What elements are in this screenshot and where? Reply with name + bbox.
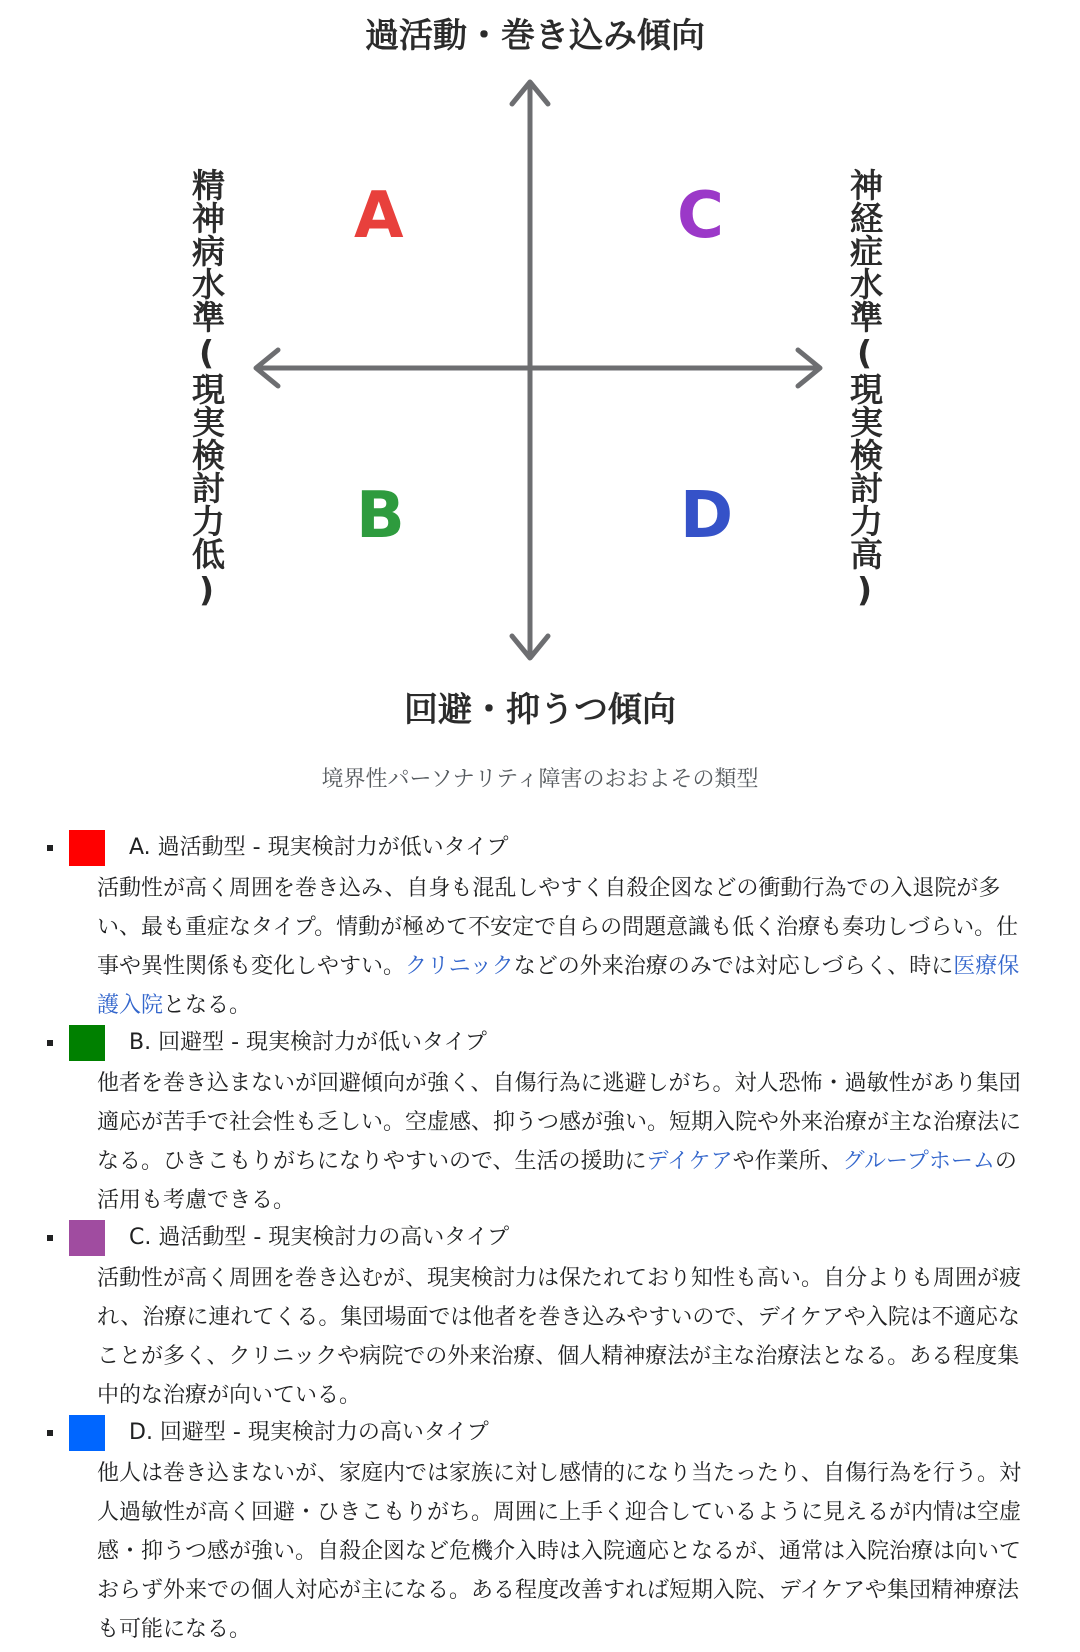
list-item [0,1220,1080,1415]
inline-link[interactable]: グループホーム [842,1149,995,1174]
desc-text: となる。 [163,993,252,1018]
quadrant-diagram [0,0,1080,740]
desc-text: 他人は巻き込まないが、家庭内では家族に対し感情的になり当たったり、自傷行為を行う。対人過敏性が高く回避・ひきこもりがち。周囲に上手く迎合しているように見えるが内情は空虚感・抑うつ感が強い。自殺企図など危機介入時は入院適応となるが、通常は入院治療は向いておらず外来での個人対応が主になる。ある程度改善すれば短期入院、デイケアや集団精神療法も可能になる。 [97,1461,1022,1642]
quadrant-letter-b: B [356,479,405,553]
desc-text: の活用も考慮できる。 [97,1149,1017,1213]
bullet-icon [47,845,53,851]
quadrant-letter-c: C [677,179,724,253]
desc-text: 活動性が高く周囲を巻き込むが、現実検討力は保たれており知性も高い。自分よりも周囲が疲れ、治療に連れてくる。集団場面では他者を巻き込みやすいので、デイケアや入院は不適応なことが多く、クリニックや病院での外来治療、個人精神療法が主な治療法となる。ある程度集中的な治療が向いている。 [97,1266,1022,1408]
desc-text: 他者を巻き込まないが回避傾向が強く、自傷行為に逃避しがち。対人恐怖・過敏性があり集団適応が苦手で社会性も乏しい。空虚感、抑うつ感が強い。短期入院や外来治療が主な治療法になる。ひきこもりがちになりやすいので、生活の援助に [97,1071,1022,1174]
figure-caption: 境界性パーソナリティ障害のおおよその類型 [321,767,759,792]
axis-label-top: 過活動・巻き込み傾向 [365,16,705,56]
bullet-icon [47,1040,53,1046]
type-title: B. 回避型 - 現実検討力が低いタイプ [129,1030,487,1055]
color-swatch [69,1220,105,1256]
axis-label-right: 神経症水準(現実検討力高) [845,168,884,609]
axis-label-bottom: 回避・抑うつ傾向 [404,690,676,730]
type-title: D. 回避型 - 現実検討力の高いタイプ [129,1420,489,1445]
inline-link[interactable]: デイケア [646,1149,733,1174]
inline-link[interactable]: クリニック [405,954,514,979]
quadrant-letter-d: D [680,479,734,553]
type-list [0,830,1080,1649]
axis-label-left: 精神病水準(現実検討力低) [187,168,226,609]
color-swatch [69,1025,105,1061]
desc-text: 活動性が高く周囲を巻き込み、自身も混乱しやすく自殺企図などの衝動行為での入退院が多い、最も重症なタイプ。情動が極めて不安定で自らの問題意識も低く治療も奏功しづらい。仕事や異性関係も変化しやすい。 [97,876,1019,979]
quadrant-axes [0,0,1080,740]
quadrant-letter-a: A [354,179,404,253]
type-title: A. 過活動型 - 現実検討力が低いタイプ [129,835,509,860]
bullet-icon [47,1235,53,1241]
list-item [0,1415,1080,1649]
type-title: C. 過活動型 - 現実検討力の高いタイプ [129,1225,510,1250]
color-swatch [69,1415,105,1451]
inline-link[interactable]: 医療保護入院 [97,954,1020,1018]
list-item [0,830,1080,1025]
desc-text: などの外来治療のみでは対応しづらく、時に [513,954,954,979]
list-item [0,1025,1080,1220]
desc-text: や作業所、 [732,1149,843,1174]
color-swatch [69,830,105,866]
bullet-icon [47,1430,53,1436]
